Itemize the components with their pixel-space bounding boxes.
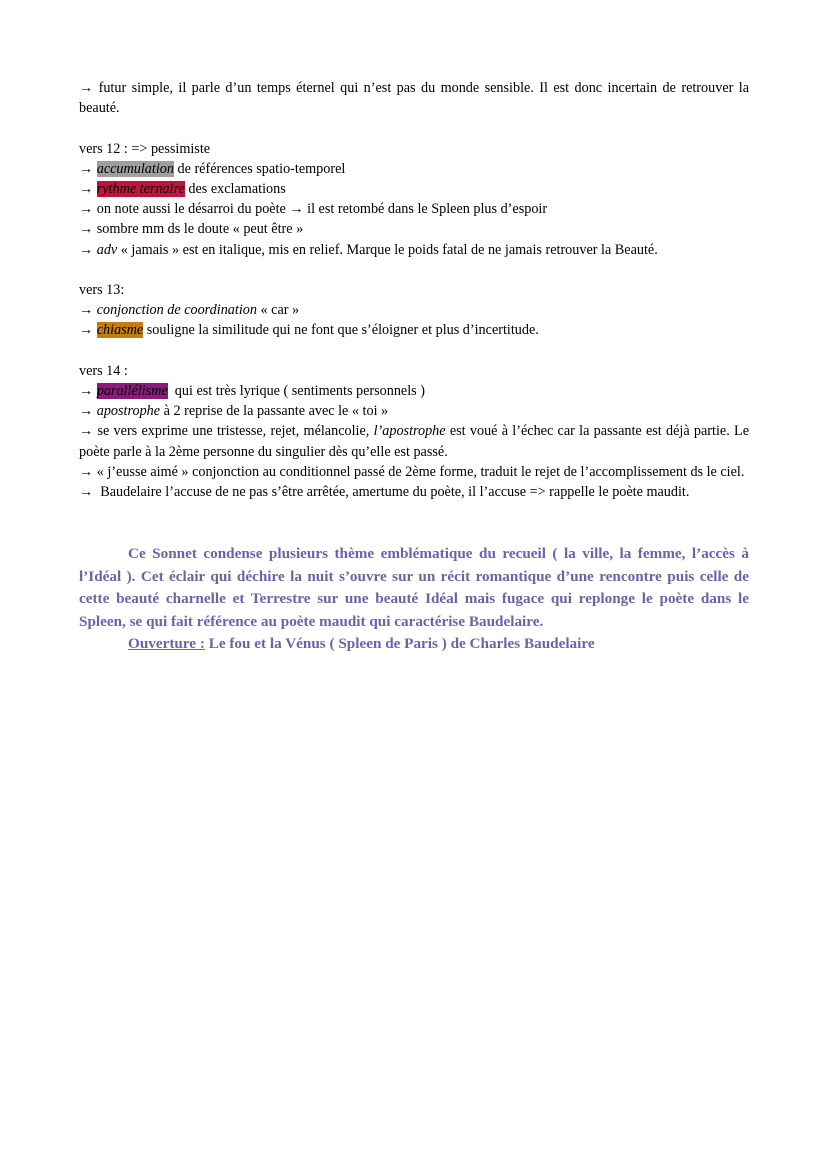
analysis-notes (79, 78, 749, 502)
term-l-apostrophe: l’apostrophe (373, 423, 446, 440)
vers-12-line-2: → rythme ternaire des exclamations (79, 181, 286, 197)
vers-14-line-3: → se vers exprime une tristesse, rejet, mélancolie, l’apostrophe est voué à l’échec car la passante est déjà partie. Le poète parle à la 2ème personne du singulier dès qu’elle est passé. (79, 423, 749, 460)
vers-14-line-1: → parallélisme qui est très lyrique ( sentiments personnels ) (79, 383, 425, 399)
vers-13-line-1: → conjonction de coordination « car » (79, 302, 300, 319)
vers-14-line-2: → apostrophe à 2 reprise de la passante avec le « toi » (79, 403, 389, 420)
ouverture-label: Ouverture : (128, 635, 205, 653)
vers-12-line-3: → on note aussi le désarroi du poète → il est retombé dans le Spleen plus d’espoir (79, 201, 548, 218)
ouverture-line (79, 633, 749, 656)
term-conjonction: conjonction de coordination (96, 302, 257, 319)
ouverture-text: Le fou et la Vénus ( Spleen de Paris ) de Charles Baudelaire (204, 635, 595, 653)
conclusion-paragraph: Ce Sonnet condense plusieurs thème emblématique du recueil ( la ville, la femme, l’accès à l’Idéal ). Cet éclair qui déchire la nuit s’ouvre sur un récit romantique d’une rencontre puis celle de cette beauté charnelle et Terrestre sur une beauté Idéal mais fugace qui replonge le poète dans le Spleen, se qui fait référence au poète maudit qui caractérise Baudelaire. (79, 545, 749, 630)
spacer (79, 260, 749, 280)
vers-12-line-5: → adv « jamais » est en italique, mis en relief. Marque le poids fatal de ne jamais retrouver la Beauté. (79, 241, 658, 258)
spacer (79, 341, 749, 361)
spacer (79, 118, 749, 138)
vers-14-line-5: → Baudelaire l’accuse de ne pas s’être arrêtée, amertume du poète, il l’accuse => rappelle le poète maudit. (79, 484, 690, 501)
highlight-accumulation: accumulation (96, 160, 174, 177)
intro-line: → futur simple, il parle d’un temps éternel qui n’est pas du monde sensible. Il est donc incertain de retrouver la beauté. (79, 80, 749, 117)
vers-13-heading: vers 13: (79, 282, 125, 298)
vers-12-line-4: → sombre mm ds le doute « peut être » (79, 221, 304, 238)
highlight-rythme-ternaire: rythme ternaire (96, 181, 185, 197)
term-apostrophe: apostrophe (96, 403, 161, 420)
vers-12-heading: vers 12 : => pessimiste (79, 140, 211, 157)
highlight-parallelisme: parallélisme (96, 383, 168, 399)
term-adv: adv (96, 241, 118, 258)
conclusion-section (79, 543, 749, 656)
vers-14-heading: vers 14 : (79, 362, 128, 379)
vers-13-line-2: → chiasme souligne la similitude qui ne font que s’éloigner et plus d’incertitude. (79, 322, 539, 339)
highlight-chiasme: chiasme (96, 322, 144, 339)
vers-14-line-4: → « j’eusse aimé » conjonction au conditionnel passé de 2ème forme, traduit le rejet de l’accomplissement ds le ciel. (79, 463, 745, 480)
vers-12-line-1: → accumulation de références spatio-temporel (79, 160, 346, 177)
